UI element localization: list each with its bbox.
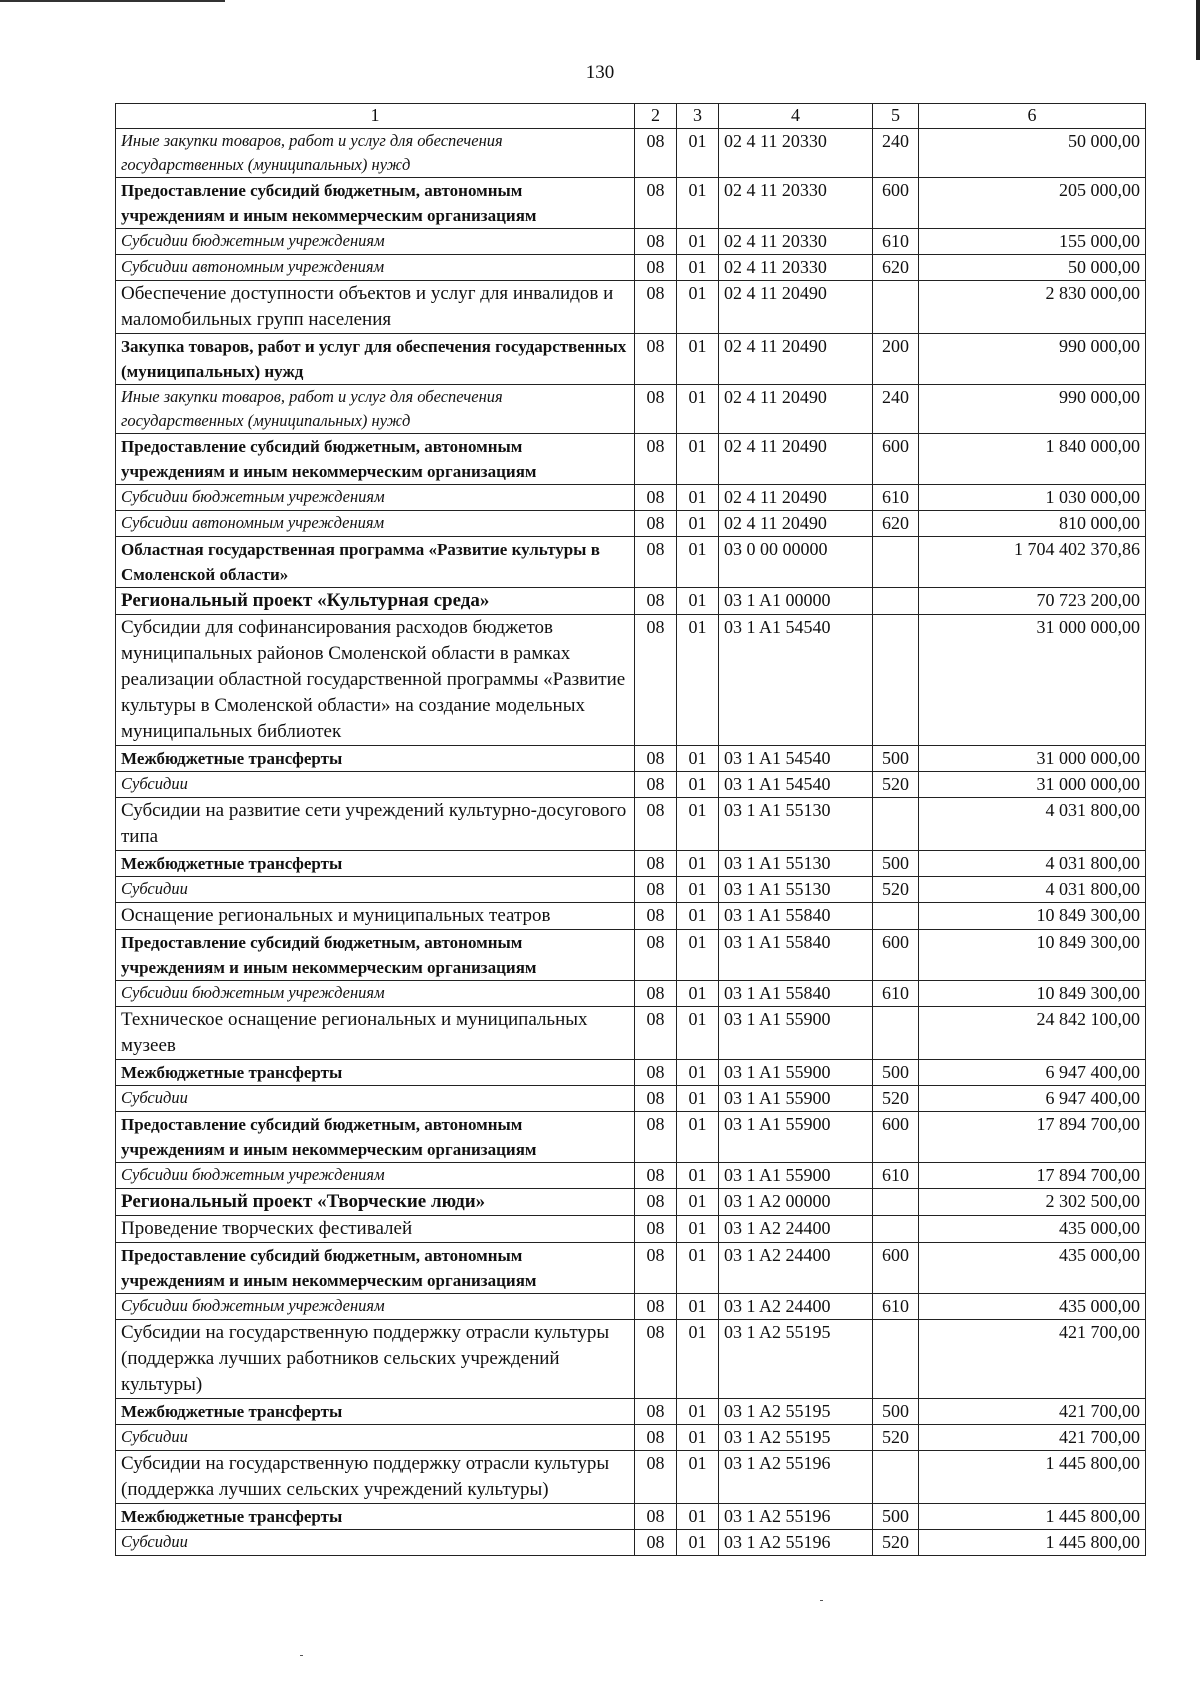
- row-expense-type: 610: [873, 229, 919, 255]
- row-name: Межбюджетные трансферты: [116, 851, 635, 877]
- row-expense-type: 500: [873, 851, 919, 877]
- row-subsection: 01: [677, 615, 719, 746]
- row-subsection: 01: [677, 1504, 719, 1530]
- row-expense-type: 240: [873, 129, 919, 178]
- row-target-code: 03 1 A1 55900: [719, 1060, 873, 1086]
- row-amount: 1 445 800,00: [919, 1530, 1146, 1556]
- row-section: 08: [635, 772, 677, 798]
- row-expense-type: 620: [873, 511, 919, 537]
- row-name: Субсидии: [116, 877, 635, 903]
- row-section: 08: [635, 1504, 677, 1530]
- row-subsection: 01: [677, 129, 719, 178]
- row-amount: 1 030 000,00: [919, 485, 1146, 511]
- row-subsection: 01: [677, 772, 719, 798]
- row-expense-type: 610: [873, 981, 919, 1007]
- row-section: 08: [635, 746, 677, 772]
- row-subsection: 01: [677, 1425, 719, 1451]
- row-target-code: 02 4 11 20330: [719, 255, 873, 281]
- table-row: [116, 255, 1146, 281]
- table-row: [116, 1504, 1146, 1530]
- row-amount: 1 704 402 370,86: [919, 537, 1146, 588]
- table-row: [116, 229, 1146, 255]
- row-expense-type: 610: [873, 1163, 919, 1189]
- table-row: [116, 981, 1146, 1007]
- row-amount: 421 700,00: [919, 1399, 1146, 1425]
- row-target-code: 02 4 11 20490: [719, 334, 873, 385]
- table-row: [116, 1530, 1146, 1556]
- table-row: [116, 1216, 1146, 1243]
- row-amount: 6 947 400,00: [919, 1086, 1146, 1112]
- row-name: Предоставление субсидий бюджетным, автономным учреждениям и иным некоммерческим организациям: [116, 1112, 635, 1163]
- row-target-code: 03 1 A1 54540: [719, 746, 873, 772]
- row-name: Областная государственная программа «Развитие культуры в Смоленской области»: [116, 537, 635, 588]
- row-subsection: 01: [677, 903, 719, 930]
- row-subsection: 01: [677, 281, 719, 334]
- row-name: Техническое оснащение региональных и муниципальных музеев: [116, 1007, 635, 1060]
- row-target-code: 03 1 A2 55196: [719, 1504, 873, 1530]
- row-section: 08: [635, 851, 677, 877]
- row-subsection: 01: [677, 1007, 719, 1060]
- row-amount: 4 031 800,00: [919, 851, 1146, 877]
- row-amount: 31 000 000,00: [919, 615, 1146, 746]
- row-subsection: 01: [677, 588, 719, 615]
- row-expense-type: [873, 588, 919, 615]
- row-expense-type: 520: [873, 1425, 919, 1451]
- row-name: Субсидии: [116, 1086, 635, 1112]
- row-subsection: 01: [677, 485, 719, 511]
- row-target-code: 03 1 A1 55130: [719, 798, 873, 851]
- row-subsection: 01: [677, 537, 719, 588]
- row-expense-type: 200: [873, 334, 919, 385]
- row-target-code: 03 1 A2 24400: [719, 1243, 873, 1294]
- row-expense-type: [873, 1189, 919, 1216]
- scan-edge-right: [1196, 0, 1200, 60]
- table-row: [116, 1243, 1146, 1294]
- scan-speck: [820, 1600, 823, 1601]
- row-subsection: 01: [677, 1399, 719, 1425]
- row-section: 08: [635, 485, 677, 511]
- row-name: Межбюджетные трансферты: [116, 746, 635, 772]
- row-amount: 421 700,00: [919, 1320, 1146, 1399]
- row-section: 08: [635, 229, 677, 255]
- row-target-code: 03 1 A2 24400: [719, 1294, 873, 1320]
- header-col-2: 2: [635, 104, 677, 129]
- row-name: Межбюджетные трансферты: [116, 1399, 635, 1425]
- row-amount: 155 000,00: [919, 229, 1146, 255]
- row-section: 08: [635, 1399, 677, 1425]
- row-subsection: 01: [677, 851, 719, 877]
- row-target-code: 03 1 A2 00000: [719, 1189, 873, 1216]
- row-amount: 421 700,00: [919, 1425, 1146, 1451]
- row-target-code: 02 4 11 20330: [719, 178, 873, 229]
- row-section: 08: [635, 434, 677, 485]
- row-target-code: 03 1 A1 55900: [719, 1163, 873, 1189]
- row-expense-type: 520: [873, 1086, 919, 1112]
- row-section: 08: [635, 1294, 677, 1320]
- row-subsection: 01: [677, 1216, 719, 1243]
- row-amount: 31 000 000,00: [919, 746, 1146, 772]
- row-amount: 4 031 800,00: [919, 877, 1146, 903]
- row-expense-type: 520: [873, 772, 919, 798]
- row-target-code: 03 1 A1 55900: [719, 1112, 873, 1163]
- row-expense-type: 520: [873, 1530, 919, 1556]
- row-subsection: 01: [677, 798, 719, 851]
- row-name: Закупка товаров, работ и услуг для обеспечения государственных (муниципальных) нужд: [116, 334, 635, 385]
- row-name: Субсидии бюджетным учреждениям: [116, 1294, 635, 1320]
- table-row: [116, 178, 1146, 229]
- row-amount: 17 894 700,00: [919, 1163, 1146, 1189]
- table-row: [116, 1320, 1146, 1399]
- row-section: 08: [635, 511, 677, 537]
- row-target-code: 03 1 A1 55130: [719, 877, 873, 903]
- row-name: Субсидии бюджетным учреждениям: [116, 229, 635, 255]
- row-name: Иные закупки товаров, работ и услуг для обеспечения государственных (муниципальных) нужд: [116, 385, 635, 434]
- row-name: Предоставление субсидий бюджетным, автономным учреждениям и иным некоммерческим организациям: [116, 434, 635, 485]
- row-amount: 2 302 500,00: [919, 1189, 1146, 1216]
- row-name: Субсидии: [116, 772, 635, 798]
- table-row: [116, 1399, 1146, 1425]
- row-subsection: 01: [677, 511, 719, 537]
- table-row: [116, 1060, 1146, 1086]
- row-target-code: 03 1 A1 55900: [719, 1086, 873, 1112]
- row-name: Субсидии бюджетным учреждениям: [116, 485, 635, 511]
- table-row: [116, 1294, 1146, 1320]
- row-section: 08: [635, 877, 677, 903]
- row-subsection: 01: [677, 1086, 719, 1112]
- row-expense-type: 600: [873, 434, 919, 485]
- table-row: [116, 485, 1146, 511]
- row-target-code: 02 4 11 20490: [719, 511, 873, 537]
- row-amount: 1 445 800,00: [919, 1504, 1146, 1530]
- row-section: 08: [635, 930, 677, 981]
- row-target-code: 03 1 A2 55195: [719, 1320, 873, 1399]
- row-target-code: 03 1 A1 54540: [719, 615, 873, 746]
- table-row: [116, 851, 1146, 877]
- row-amount: 31 000 000,00: [919, 772, 1146, 798]
- row-name: Субсидии автономным учреждениям: [116, 255, 635, 281]
- row-section: 08: [635, 1216, 677, 1243]
- table-row: [116, 1086, 1146, 1112]
- row-name: Предоставление субсидий бюджетным, автономным учреждениям и иным некоммерческим организациям: [116, 1243, 635, 1294]
- row-amount: 2 830 000,00: [919, 281, 1146, 334]
- table-body: [116, 129, 1146, 1556]
- row-name: Обеспечение доступности объектов и услуг для инвалидов и маломобильных групп населения: [116, 281, 635, 334]
- row-section: 08: [635, 1112, 677, 1163]
- row-amount: 70 723 200,00: [919, 588, 1146, 615]
- budget-table: [115, 103, 1146, 1556]
- header-col-6: 6: [919, 104, 1146, 129]
- row-name: Межбюджетные трансферты: [116, 1060, 635, 1086]
- header-col-1: 1: [116, 104, 635, 129]
- row-target-code: 02 4 11 20490: [719, 281, 873, 334]
- row-name: Оснащение региональных и муниципальных театров: [116, 903, 635, 930]
- row-section: 08: [635, 798, 677, 851]
- table-row: [116, 434, 1146, 485]
- row-amount: 10 849 300,00: [919, 903, 1146, 930]
- table-row: [116, 615, 1146, 746]
- row-section: 08: [635, 1530, 677, 1556]
- row-amount: 17 894 700,00: [919, 1112, 1146, 1163]
- row-amount: 435 000,00: [919, 1294, 1146, 1320]
- row-subsection: 01: [677, 1060, 719, 1086]
- row-subsection: 01: [677, 178, 719, 229]
- row-expense-type: [873, 1320, 919, 1399]
- row-target-code: 03 1 A2 55195: [719, 1425, 873, 1451]
- row-subsection: 01: [677, 1530, 719, 1556]
- row-target-code: 03 1 A2 55196: [719, 1451, 873, 1504]
- row-target-code: 03 1 A1 55130: [719, 851, 873, 877]
- row-subsection: 01: [677, 1163, 719, 1189]
- row-section: 08: [635, 1320, 677, 1399]
- row-subsection: 01: [677, 334, 719, 385]
- table-row: [116, 334, 1146, 385]
- row-name: Субсидии на государственную поддержку отрасли культуры (поддержка лучших сельских учреждений культуры): [116, 1451, 635, 1504]
- row-section: 08: [635, 1425, 677, 1451]
- row-expense-type: 500: [873, 746, 919, 772]
- row-section: 08: [635, 334, 677, 385]
- row-target-code: 03 1 A1 55840: [719, 981, 873, 1007]
- row-amount: 6 947 400,00: [919, 1060, 1146, 1086]
- row-section: 08: [635, 981, 677, 1007]
- table-row: [116, 129, 1146, 178]
- row-name: Субсидии бюджетным учреждениям: [116, 981, 635, 1007]
- row-expense-type: [873, 903, 919, 930]
- row-subsection: 01: [677, 255, 719, 281]
- row-section: 08: [635, 385, 677, 434]
- table-row: [116, 537, 1146, 588]
- row-subsection: 01: [677, 930, 719, 981]
- row-expense-type: 620: [873, 255, 919, 281]
- row-amount: 4 031 800,00: [919, 798, 1146, 851]
- table-row: [116, 772, 1146, 798]
- row-target-code: 02 4 11 20490: [719, 434, 873, 485]
- row-amount: 1 840 000,00: [919, 434, 1146, 485]
- row-expense-type: [873, 537, 919, 588]
- table-row: [116, 1425, 1146, 1451]
- row-target-code: 03 0 00 00000: [719, 537, 873, 588]
- row-expense-type: 600: [873, 1112, 919, 1163]
- row-name: Межбюджетные трансферты: [116, 1504, 635, 1530]
- row-section: 08: [635, 129, 677, 178]
- row-name: Региональный проект «Творческие люди»: [116, 1189, 635, 1216]
- row-name: Проведение творческих фестивалей: [116, 1216, 635, 1243]
- row-amount: 50 000,00: [919, 129, 1146, 178]
- table-row: [116, 798, 1146, 851]
- row-section: 08: [635, 1007, 677, 1060]
- row-amount: 10 849 300,00: [919, 930, 1146, 981]
- row-expense-type: [873, 1451, 919, 1504]
- table-row: [116, 1189, 1146, 1216]
- row-name: Субсидии на развитие сети учреждений культурно-досугового типа: [116, 798, 635, 851]
- row-target-code: 03 1 A1 55840: [719, 903, 873, 930]
- row-target-code: 02 4 11 20330: [719, 229, 873, 255]
- header-col-3: 3: [677, 104, 719, 129]
- row-expense-type: 610: [873, 1294, 919, 1320]
- row-name: Иные закупки товаров, работ и услуг для обеспечения государственных (муниципальных) нужд: [116, 129, 635, 178]
- row-target-code: 03 1 A1 54540: [719, 772, 873, 798]
- row-amount: 435 000,00: [919, 1243, 1146, 1294]
- row-name: Субсидии для софинансирования расходов бюджетов муниципальных районов Смоленской области в рамках реализации областной государственной программы «Развитие культуры в Смоленской области» на создание модельных муниципальных библиотек: [116, 615, 635, 746]
- header-col-4: 4: [719, 104, 873, 129]
- row-subsection: 01: [677, 981, 719, 1007]
- page-number: 130: [585, 62, 615, 83]
- row-subsection: 01: [677, 877, 719, 903]
- row-section: 08: [635, 281, 677, 334]
- row-amount: 810 000,00: [919, 511, 1146, 537]
- row-expense-type: 600: [873, 1243, 919, 1294]
- row-expense-type: 500: [873, 1504, 919, 1530]
- row-expense-type: 520: [873, 877, 919, 903]
- row-name: Субсидии: [116, 1530, 635, 1556]
- row-subsection: 01: [677, 1243, 719, 1294]
- row-section: 08: [635, 588, 677, 615]
- table-row: [116, 746, 1146, 772]
- row-target-code: 03 1 A2 55195: [719, 1399, 873, 1425]
- row-subsection: 01: [677, 746, 719, 772]
- row-name: Региональный проект «Культурная среда»: [116, 588, 635, 615]
- table-row: [116, 1007, 1146, 1060]
- row-section: 08: [635, 1163, 677, 1189]
- row-subsection: 01: [677, 1112, 719, 1163]
- row-subsection: 01: [677, 385, 719, 434]
- table-row: [116, 511, 1146, 537]
- table-row: [116, 1163, 1146, 1189]
- table-row: [116, 1112, 1146, 1163]
- row-target-code: 03 1 A1 55900: [719, 1007, 873, 1060]
- row-expense-type: 500: [873, 1060, 919, 1086]
- row-amount: 1 445 800,00: [919, 1451, 1146, 1504]
- header-col-5: 5: [873, 104, 919, 129]
- row-expense-type: [873, 615, 919, 746]
- table-row: [116, 1451, 1146, 1504]
- row-name: Предоставление субсидий бюджетным, автономным учреждениям и иным некоммерческим организациям: [116, 930, 635, 981]
- row-expense-type: 500: [873, 1399, 919, 1425]
- row-amount: 10 849 300,00: [919, 981, 1146, 1007]
- table-row: [116, 281, 1146, 334]
- row-subsection: 01: [677, 1451, 719, 1504]
- row-amount: 24 842 100,00: [919, 1007, 1146, 1060]
- row-expense-type: [873, 1007, 919, 1060]
- row-amount: 990 000,00: [919, 334, 1146, 385]
- row-section: 08: [635, 615, 677, 746]
- row-section: 08: [635, 1189, 677, 1216]
- row-name: Субсидии: [116, 1425, 635, 1451]
- scan-edge-top: [0, 0, 225, 2]
- row-target-code: 03 1 A2 24400: [719, 1216, 873, 1243]
- row-amount: 990 000,00: [919, 385, 1146, 434]
- row-expense-type: 600: [873, 178, 919, 229]
- table-row: [116, 930, 1146, 981]
- row-expense-type: 610: [873, 485, 919, 511]
- row-subsection: 01: [677, 434, 719, 485]
- row-amount: 435 000,00: [919, 1216, 1146, 1243]
- table-header-row: [116, 104, 1146, 129]
- row-section: 08: [635, 255, 677, 281]
- row-target-code: 02 4 11 20490: [719, 485, 873, 511]
- row-target-code: 03 1 A2 55196: [719, 1530, 873, 1556]
- row-target-code: 02 4 11 20490: [719, 385, 873, 434]
- row-name: Предоставление субсидий бюджетным, автономным учреждениям и иным некоммерческим организациям: [116, 178, 635, 229]
- row-section: 08: [635, 1451, 677, 1504]
- row-subsection: 01: [677, 1294, 719, 1320]
- row-section: 08: [635, 903, 677, 930]
- row-target-code: 02 4 11 20330: [719, 129, 873, 178]
- row-target-code: 03 1 A1 55840: [719, 930, 873, 981]
- row-name: Субсидии на государственную поддержку отрасли культуры (поддержка лучших работников сельских учреждений культуры): [116, 1320, 635, 1399]
- row-subsection: 01: [677, 1320, 719, 1399]
- table-row: [116, 877, 1146, 903]
- row-subsection: 01: [677, 229, 719, 255]
- row-expense-type: 600: [873, 930, 919, 981]
- table-row: [116, 385, 1146, 434]
- row-expense-type: [873, 798, 919, 851]
- table-row: [116, 588, 1146, 615]
- row-name: Субсидии автономным учреждениям: [116, 511, 635, 537]
- row-name: Субсидии бюджетным учреждениям: [116, 1163, 635, 1189]
- row-expense-type: 240: [873, 385, 919, 434]
- row-amount: 205 000,00: [919, 178, 1146, 229]
- scan-speck: [300, 1655, 303, 1656]
- row-expense-type: [873, 281, 919, 334]
- table-row: [116, 903, 1146, 930]
- row-expense-type: [873, 1216, 919, 1243]
- row-section: 08: [635, 178, 677, 229]
- row-amount: 50 000,00: [919, 255, 1146, 281]
- row-section: 08: [635, 1243, 677, 1294]
- row-subsection: 01: [677, 1189, 719, 1216]
- row-section: 08: [635, 1086, 677, 1112]
- row-section: 08: [635, 537, 677, 588]
- row-section: 08: [635, 1060, 677, 1086]
- row-target-code: 03 1 A1 00000: [719, 588, 873, 615]
